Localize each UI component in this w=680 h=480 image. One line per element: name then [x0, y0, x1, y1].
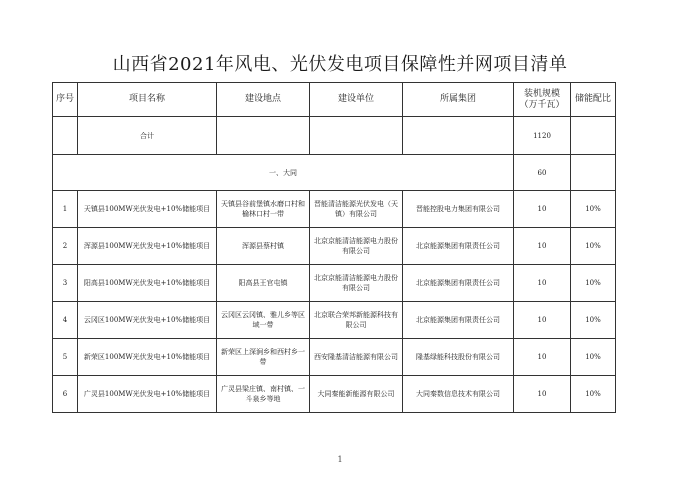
cell-seq: 4	[53, 302, 78, 339]
cell-storage: 10%	[571, 228, 616, 265]
cell-unit: 北京京能清洁能源电力股份有限公司	[310, 228, 403, 265]
header-row	[53, 83, 616, 117]
cell-location: 浑源县蔡村镇	[217, 228, 310, 265]
document-title: 山西省2021年风电、光伏发电项目保障性并网项目清单	[112, 54, 568, 75]
cell-storage: 10%	[571, 265, 616, 302]
region-capacity: 60	[514, 155, 571, 191]
table-row	[53, 302, 616, 339]
project-table	[52, 82, 616, 413]
cell-location: 阳高县王官屯镇	[217, 265, 310, 302]
cell-unit: 北京京能清洁能源电力股份有限公司	[310, 265, 403, 302]
region-row	[53, 155, 616, 191]
cell-seq: 3	[53, 265, 78, 302]
cell-group: 北京能源集团有限责任公司	[403, 302, 514, 339]
header-capacity: 装机规模（万千瓦）	[514, 83, 571, 117]
cell-capacity: 10	[514, 302, 571, 339]
cell-unit: 北京联合荣邦新能源科技有限公司	[310, 302, 403, 339]
table-row	[53, 339, 616, 376]
total-group-cell	[403, 117, 514, 155]
cell-capacity: 10	[514, 339, 571, 376]
cell-location: 广灵县梁庄镇、南村镇、一斗泉乡等地	[217, 376, 310, 413]
cell-project-name: 广灵县100MW光伏发电+10%储能项目	[78, 376, 217, 413]
header-unit: 建设单位	[310, 83, 403, 117]
cell-project-name: 新荣区100MW光伏发电+10%储能项目	[78, 339, 217, 376]
cell-location: 天镇县谷前堡镇水磨口村和榆林口村一带	[217, 191, 310, 228]
region-storage-cell	[571, 155, 616, 191]
table-body	[53, 83, 616, 413]
total-label: 合计	[78, 117, 217, 155]
total-row	[53, 117, 616, 155]
cell-seq: 5	[53, 339, 78, 376]
cell-unit: 西安隆基清洁能源有限公司	[310, 339, 403, 376]
region-label: 一、大同	[53, 155, 514, 191]
cell-storage: 10%	[571, 191, 616, 228]
header-name: 项目名称	[78, 83, 217, 117]
total-storage-cell	[571, 117, 616, 155]
header-location: 建设地点	[217, 83, 310, 117]
total-capacity: 1120	[514, 117, 571, 155]
cell-location: 云冈区云冈镇、雅儿乡等区域一带	[217, 302, 310, 339]
cell-location: 新荣区上深涧乡和西村乡一带	[217, 339, 310, 376]
cell-group: 晋能控股电力集团有限公司	[403, 191, 514, 228]
cell-storage: 10%	[571, 302, 616, 339]
total-location-cell	[217, 117, 310, 155]
cell-group: 大同秦数信息技术有限公司	[403, 376, 514, 413]
cell-group: 北京能源集团有限责任公司	[403, 265, 514, 302]
cell-capacity: 10	[514, 376, 571, 413]
cell-project-name: 云冈区100MW光伏发电+10%储能项目	[78, 302, 217, 339]
cell-capacity: 10	[514, 191, 571, 228]
table-row	[53, 265, 616, 302]
header-seq: 序号	[53, 83, 78, 117]
cell-group: 北京能源集团有限责任公司	[403, 228, 514, 265]
cell-seq: 6	[53, 376, 78, 413]
header-storage: 储能配比	[571, 83, 616, 117]
cell-storage: 10%	[571, 376, 616, 413]
cell-unit: 晋能清洁能源光伏发电（天镇）有限公司	[310, 191, 403, 228]
cell-project-name: 浑源县100MW光伏发电+10%储能项目	[78, 228, 217, 265]
table-row	[53, 376, 616, 413]
total-seq-cell	[53, 117, 78, 155]
table-row	[53, 228, 616, 265]
cell-seq: 1	[53, 191, 78, 228]
cell-project-name: 阳高县100MW光伏发电+10%储能项目	[78, 265, 217, 302]
table-row	[53, 191, 616, 228]
cell-unit: 大同秦能新能源有限公司	[310, 376, 403, 413]
total-unit-cell	[310, 117, 403, 155]
header-group: 所属集团	[403, 83, 514, 117]
page-number: 1	[337, 455, 343, 464]
cell-storage: 10%	[571, 339, 616, 376]
cell-capacity: 10	[514, 228, 571, 265]
cell-group: 隆基绿能科技股份有限公司	[403, 339, 514, 376]
cell-project-name: 天镇县100MW光伏发电+10%储能项目	[78, 191, 217, 228]
cell-seq: 2	[53, 228, 78, 265]
cell-capacity: 10	[514, 265, 571, 302]
